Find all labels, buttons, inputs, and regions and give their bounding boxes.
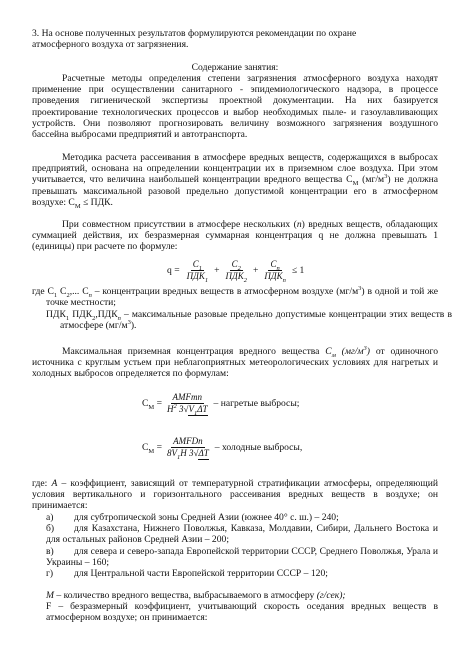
fraction-1: $\frac{C_1}{ПДК_1}$	[186, 259, 209, 284]
paragraph-dispersion-method: Методика расчета рассеивания в атмосфере вредных веществ, содержащихся в выбросах предприятий, основана на определении концентрации их в приземном слое воздуха. При этом учитывается, что величина наибольшей концентрации вредного вещества $С_М$ $(мг/м^3)$ не должна превышать максимальной разовой предельно допустимой концентрации его в атмосферном воздухе: $С_М$ ≤ ПДК.	[32, 152, 438, 210]
formula-cold-emissions: $С_М$ = $\frac{\text{AMFDn}}{8V_1H 3√\Delta T}$ – холодные выбросы,	[142, 436, 303, 461]
fraction-cold: $\frac{\text{AMFDn}}{8V_1H 3√\Delta T}$	[167, 436, 209, 461]
formula-hot-emissions: $С_М$ = $\frac{\text{AMFmn}}{H^2 3√V_1\Delta T}$ – нагретые выбросы;	[142, 392, 300, 417]
fraction-hot: $\frac{\text{AMFmn}}{H^2 3√V_1\Delta T}$	[167, 392, 208, 417]
list-item: г) для Центральной части Европейской территории СССР – 120;	[46, 568, 328, 580]
intro-line-1: 3. На основе полученных результатов формулируются рекомендации по охране	[32, 28, 357, 39]
coefficient-list	[46, 512, 438, 579]
list-item: а) для субтропической зоны Средней Азии (южнее 40° с. ш.) – 240;	[46, 512, 339, 523]
fraction-3: $\frac{C_n}{ПДК_n}$	[264, 259, 286, 284]
fraction-2: $\frac{C_2}{ПДК_2}$	[225, 259, 247, 284]
definition-m: М – количество вредного вещества, выбрасываемого в атмосферу (г/сек);	[46, 590, 346, 601]
definition-f: F – безразмерный коэффициент, учитывающий скорость оседания вредных веществ в атмосферном воздухе; он принимается:	[46, 601, 438, 624]
definition-mac: $ПДК_1$ $ПДК_2,ПДК_n$ – максимальные разовые предельно допустимые концентрации этих веществ в атмосфере $(мг/м^3)$.	[46, 309, 452, 332]
paragraph-calculation-methods: Расчетные методы определения степени загрязнения атмосферного воздуха находят применение при осуществлении санитарного - эпидемиологического надзора, в процессе проведения гигиенической экспертизы проектной документации. На них базируется проектирование технологических процессов и выбор необходимых пыле- и газоулавливающих устройств. Они позволяют прогнозировать величину возможного загрязнения воздушного бассейна выбросами предприятий и автотранспорта.	[32, 73, 438, 141]
intro-line-2: атмосферного воздуха от загрязнения.	[32, 39, 189, 50]
list-item: в) для севера и северо-запада Европейской территории СССР, Среднего Поволжья, Урала и Украины – 160;	[46, 545, 438, 568]
list-item: б) для Казахстана, Нижнего Поволжья, Кавказа, Молдавии, Сибири, Дальнего Востока и для остальных районов Средней Азии – 200;	[46, 523, 438, 546]
section-heading: Содержание занятия:	[191, 62, 279, 73]
definition-a-coefficient: где: А – коэффициент, зависящий от температурной стратификации атмосферы, определяющий условия вертикального и горизонтального рассеивания вредных веществ в воздухе; он принимается:	[32, 478, 438, 512]
paragraph-summation: При совместном присутствии в атмосфере нескольких (n) вредных веществ, обладающих суммацией действия, их безразмерная суммарная концентрация q не должна превышать 1 (единицы) при расчете по формуле:	[32, 219, 438, 253]
formula-summation: q = $\frac{C_1}{ПДК_1}$ + $\frac{C_2}{ПДК_2}$ + $\frac{C_n}{ПДК_n}$ ≤ 1	[167, 259, 305, 284]
definition-concentrations: где $С_1$ $С_2$,... $С_n$ – концентрации вредных веществ в атмосферном воздухе $(мг/м^3)$ в одной и той же точке местности;	[32, 284, 438, 309]
paragraph-max-concentration: Максимальная приземная концентрация вредного вещества $С_м$ $(мг/м^3)$ от одиночного источника с круглым устьем при неблагоприятных метеорологических условиях для нагретых и холодных выбросов определяется по формулам:	[32, 344, 438, 380]
